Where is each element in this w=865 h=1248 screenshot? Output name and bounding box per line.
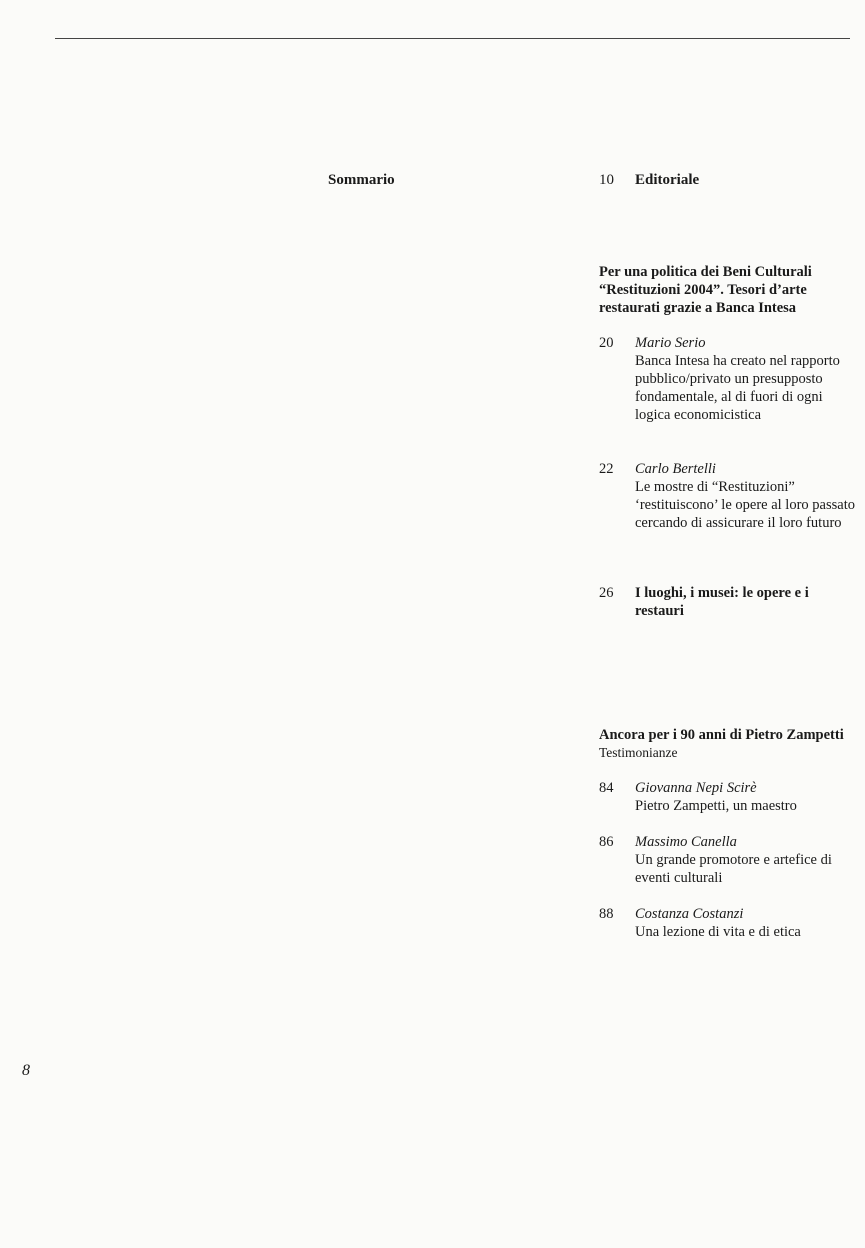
block1-heading: Per una politica dei Beni Culturali “Restituzioni 2004”. Tesori d’arte restaurati grazie a Banca Intesa bbox=[599, 264, 812, 316]
entry-text: Banca Intesa ha creato nel rapporto pubblico/privato un presupposto fondamentale, al di fuori di ogni logica economicistica bbox=[635, 353, 840, 423]
entry-page-number: 20 bbox=[599, 335, 614, 351]
entry-page-number: 26 bbox=[599, 585, 614, 601]
entry-author: Massimo Canella bbox=[635, 834, 737, 850]
top-rule bbox=[55, 38, 850, 39]
editorial-title: Editoriale bbox=[635, 172, 700, 188]
entry-text: Un grande promotore e artefice di eventi culturali bbox=[635, 852, 832, 886]
block2-subheading: Testimonianze bbox=[599, 745, 678, 760]
entry-author: Costanza Costanzi bbox=[635, 906, 744, 922]
entry-page-number: 86 bbox=[599, 834, 614, 850]
entry-text: Pietro Zampetti, un maestro bbox=[635, 798, 797, 814]
editorial-page-number: 10 bbox=[599, 172, 614, 188]
block2-heading: Ancora per i 90 anni di Pietro Zampetti bbox=[599, 727, 844, 743]
entry-page-number: 84 bbox=[599, 780, 614, 796]
entry-author: Carlo Bertelli bbox=[635, 461, 716, 477]
page-number: 8 bbox=[22, 1062, 30, 1079]
entry-page-number: 88 bbox=[599, 906, 614, 922]
entry-text: I luoghi, i musei: le opere e i restauri bbox=[635, 585, 809, 619]
entry-author: Giovanna Nepi Scirè bbox=[635, 780, 757, 796]
entry-text: Una lezione di vita e di etica bbox=[635, 924, 801, 940]
entry-text: Le mostre di “Restituzioni” ‘restituiscono’ le opere al loro passato cercando di assicurare il loro futuro bbox=[635, 479, 855, 531]
entry-author: Mario Serio bbox=[635, 335, 706, 351]
entry-page-number: 22 bbox=[599, 461, 614, 477]
section-title: Sommario bbox=[328, 172, 395, 188]
